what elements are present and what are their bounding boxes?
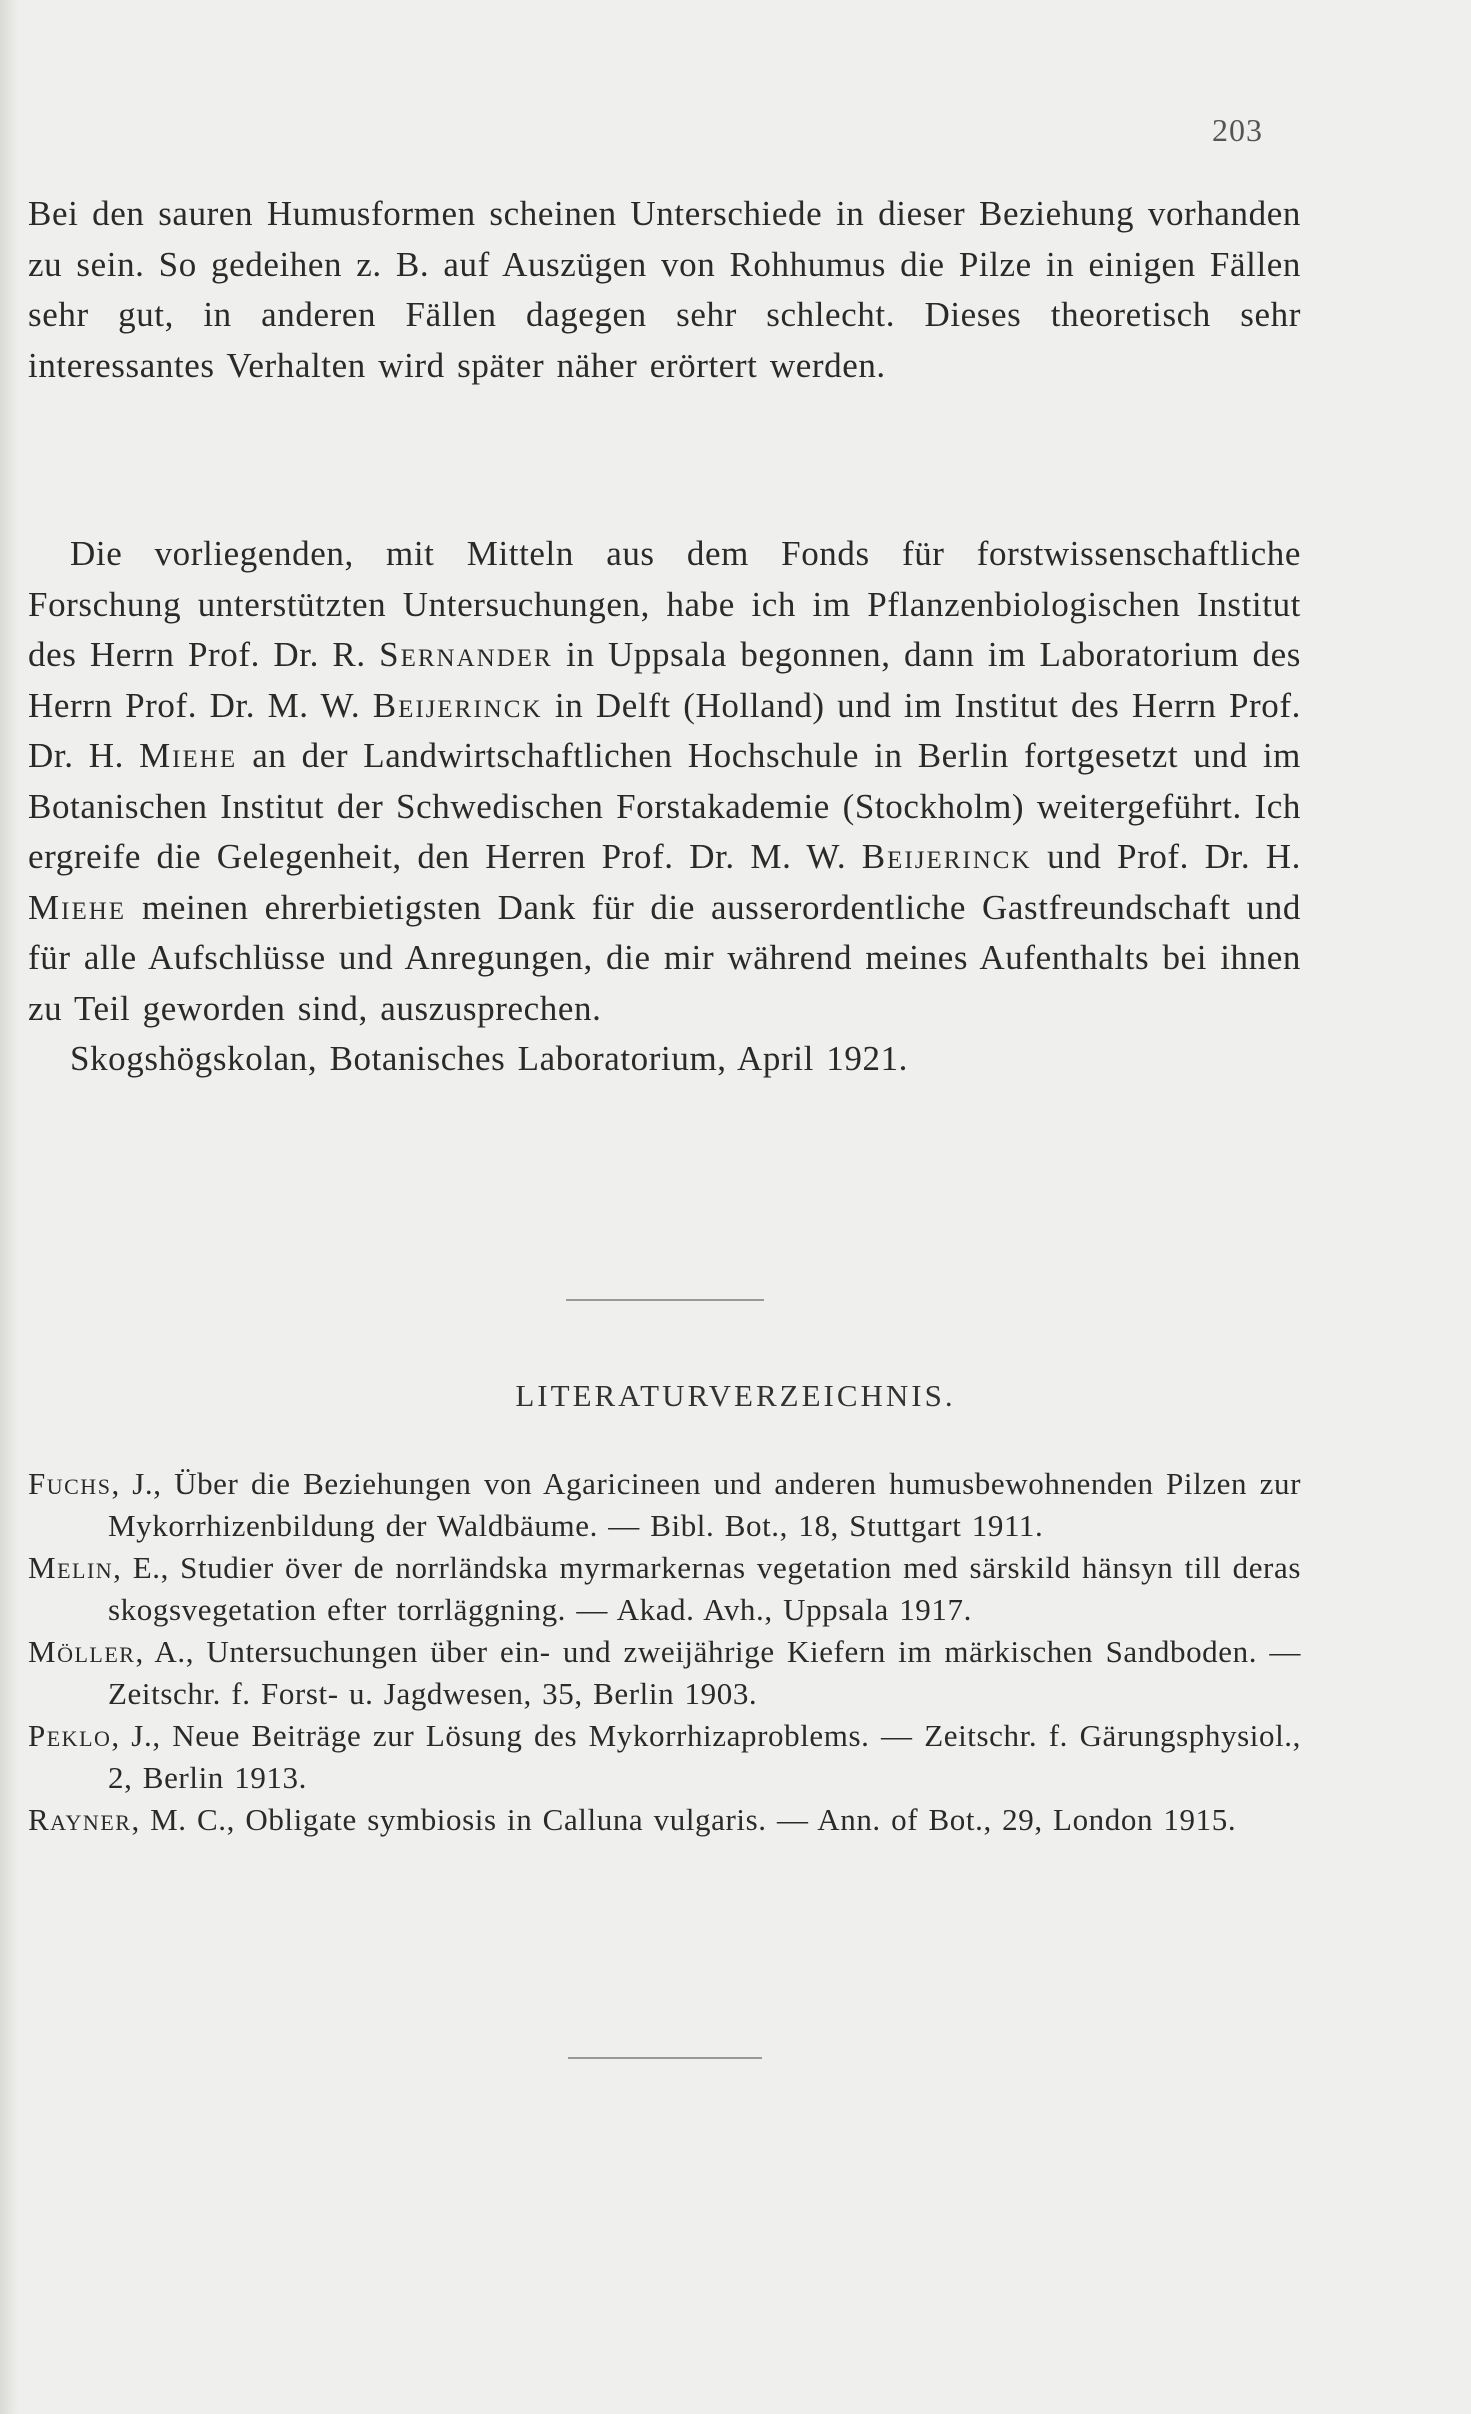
reference-author: Melin <box>28 1550 114 1585</box>
bibliography-heading: LITERATURVERZEICHNIS. <box>515 1378 956 1413</box>
paragraph-humus: Bei den sauren Humusformen scheinen Unterschiede in dieser Beziehung vorhanden zu sein. So gedeihen z. B. auf Auszügen von Rohhumus die Pilze in einigen Fällen sehr gut, in anderen Fällen dagegen sehr schlecht. Dieses theoretisch sehr interessantes Verhalten wird später näher erörtert werden. <box>28 194 1301 385</box>
section-divider <box>566 1299 764 1301</box>
signoff-line: Skogshögskolan, Botanisches Laboratorium, April 1921. <box>70 1039 909 1078</box>
reference-author: Fuchs <box>28 1466 112 1501</box>
author-name: Sernander <box>379 635 553 674</box>
acknowledgement-paragraph: Die vorliegenden, mit Mitteln aus dem Fonds für forstwissenschaftliche Forschung unterstützten Untersuchungen, habe ich im Pflanzenbiologischen Institut des Herrn Prof. Dr. R. Sernander in Uppsala begonnen, dann im Laboratorium des Herrn Prof. Dr. M. W. Beijerinck in Delft (Holland) und im Institut des Herrn Prof. Dr. H. Miehe an der Landwirtschaftlichen Hochschule in Berlin fortgesetzt und im Botanischen Institut der Schwedischen Forstakademie (Stockholm) weitergeführt. Ich ergreife die Gelegenheit, den Herren Prof. Dr. M. W. Beijerinck und Prof. Dr. H. Miehe meinen ehrerbietigsten Dank für die ausserordentliche Gastfreundschaft und für alle Aufschlüsse und Anregungen, die mir während meines Aufenthalts bei ihnen zu Teil geworden sind, auszusprechen. <box>28 534 1301 1028</box>
author-name: Beijerinck <box>861 837 1032 876</box>
reference-author: Möller <box>28 1634 136 1669</box>
acknowledgement-section <box>28 529 1301 1085</box>
author-name: Beijerinck <box>372 685 543 725</box>
reference-entry: Rayner, M. C., Obligate symbiosis in Calluna vulgaris. — Ann. of Bot., 29, London 1915. <box>28 1802 1237 1837</box>
reference-author: Peklo <box>28 1718 112 1753</box>
bibliography-list <box>28 1463 1301 1841</box>
end-divider <box>568 2057 762 2059</box>
reference-entry: Peklo, J., Neue Beiträge zur Lösung des Mykorrhizaproblems. — Zeitschr. f. Gärungsphysiol., 2, Berlin 1913. <box>28 1718 1301 1795</box>
intro-paragraph <box>28 189 1301 391</box>
reference-entry: Melin, E., Studier över de norrländska myrmarkernas vegetation med särskild hänsyn till deras skogsvegetation efter torrläggning. — Akad. Avh., Uppsala 1917. <box>28 1550 1301 1627</box>
reference-author: Rayner <box>28 1802 132 1837</box>
page-edge-shadow <box>0 0 18 2414</box>
reference-entry: Fuchs, J., Über die Beziehungen von Agaricineen und anderen humusbewohnenden Pilzen zur Mykorrhizenbildung der Waldbäume. — Bibl. Bot., 18, Stuttgart 1911. <box>28 1466 1301 1543</box>
author-name: Miehe <box>139 736 238 775</box>
author-name: Miehe <box>28 887 127 927</box>
reference-entry: Möller, A., Untersuchungen über ein- und zweijährige Kiefern im märkischen Sandboden. — Zeitschr. f. Forst- u. Jagdwesen, 35, Berlin 1903. <box>28 1634 1301 1711</box>
page-number: 203 <box>1212 112 1263 148</box>
